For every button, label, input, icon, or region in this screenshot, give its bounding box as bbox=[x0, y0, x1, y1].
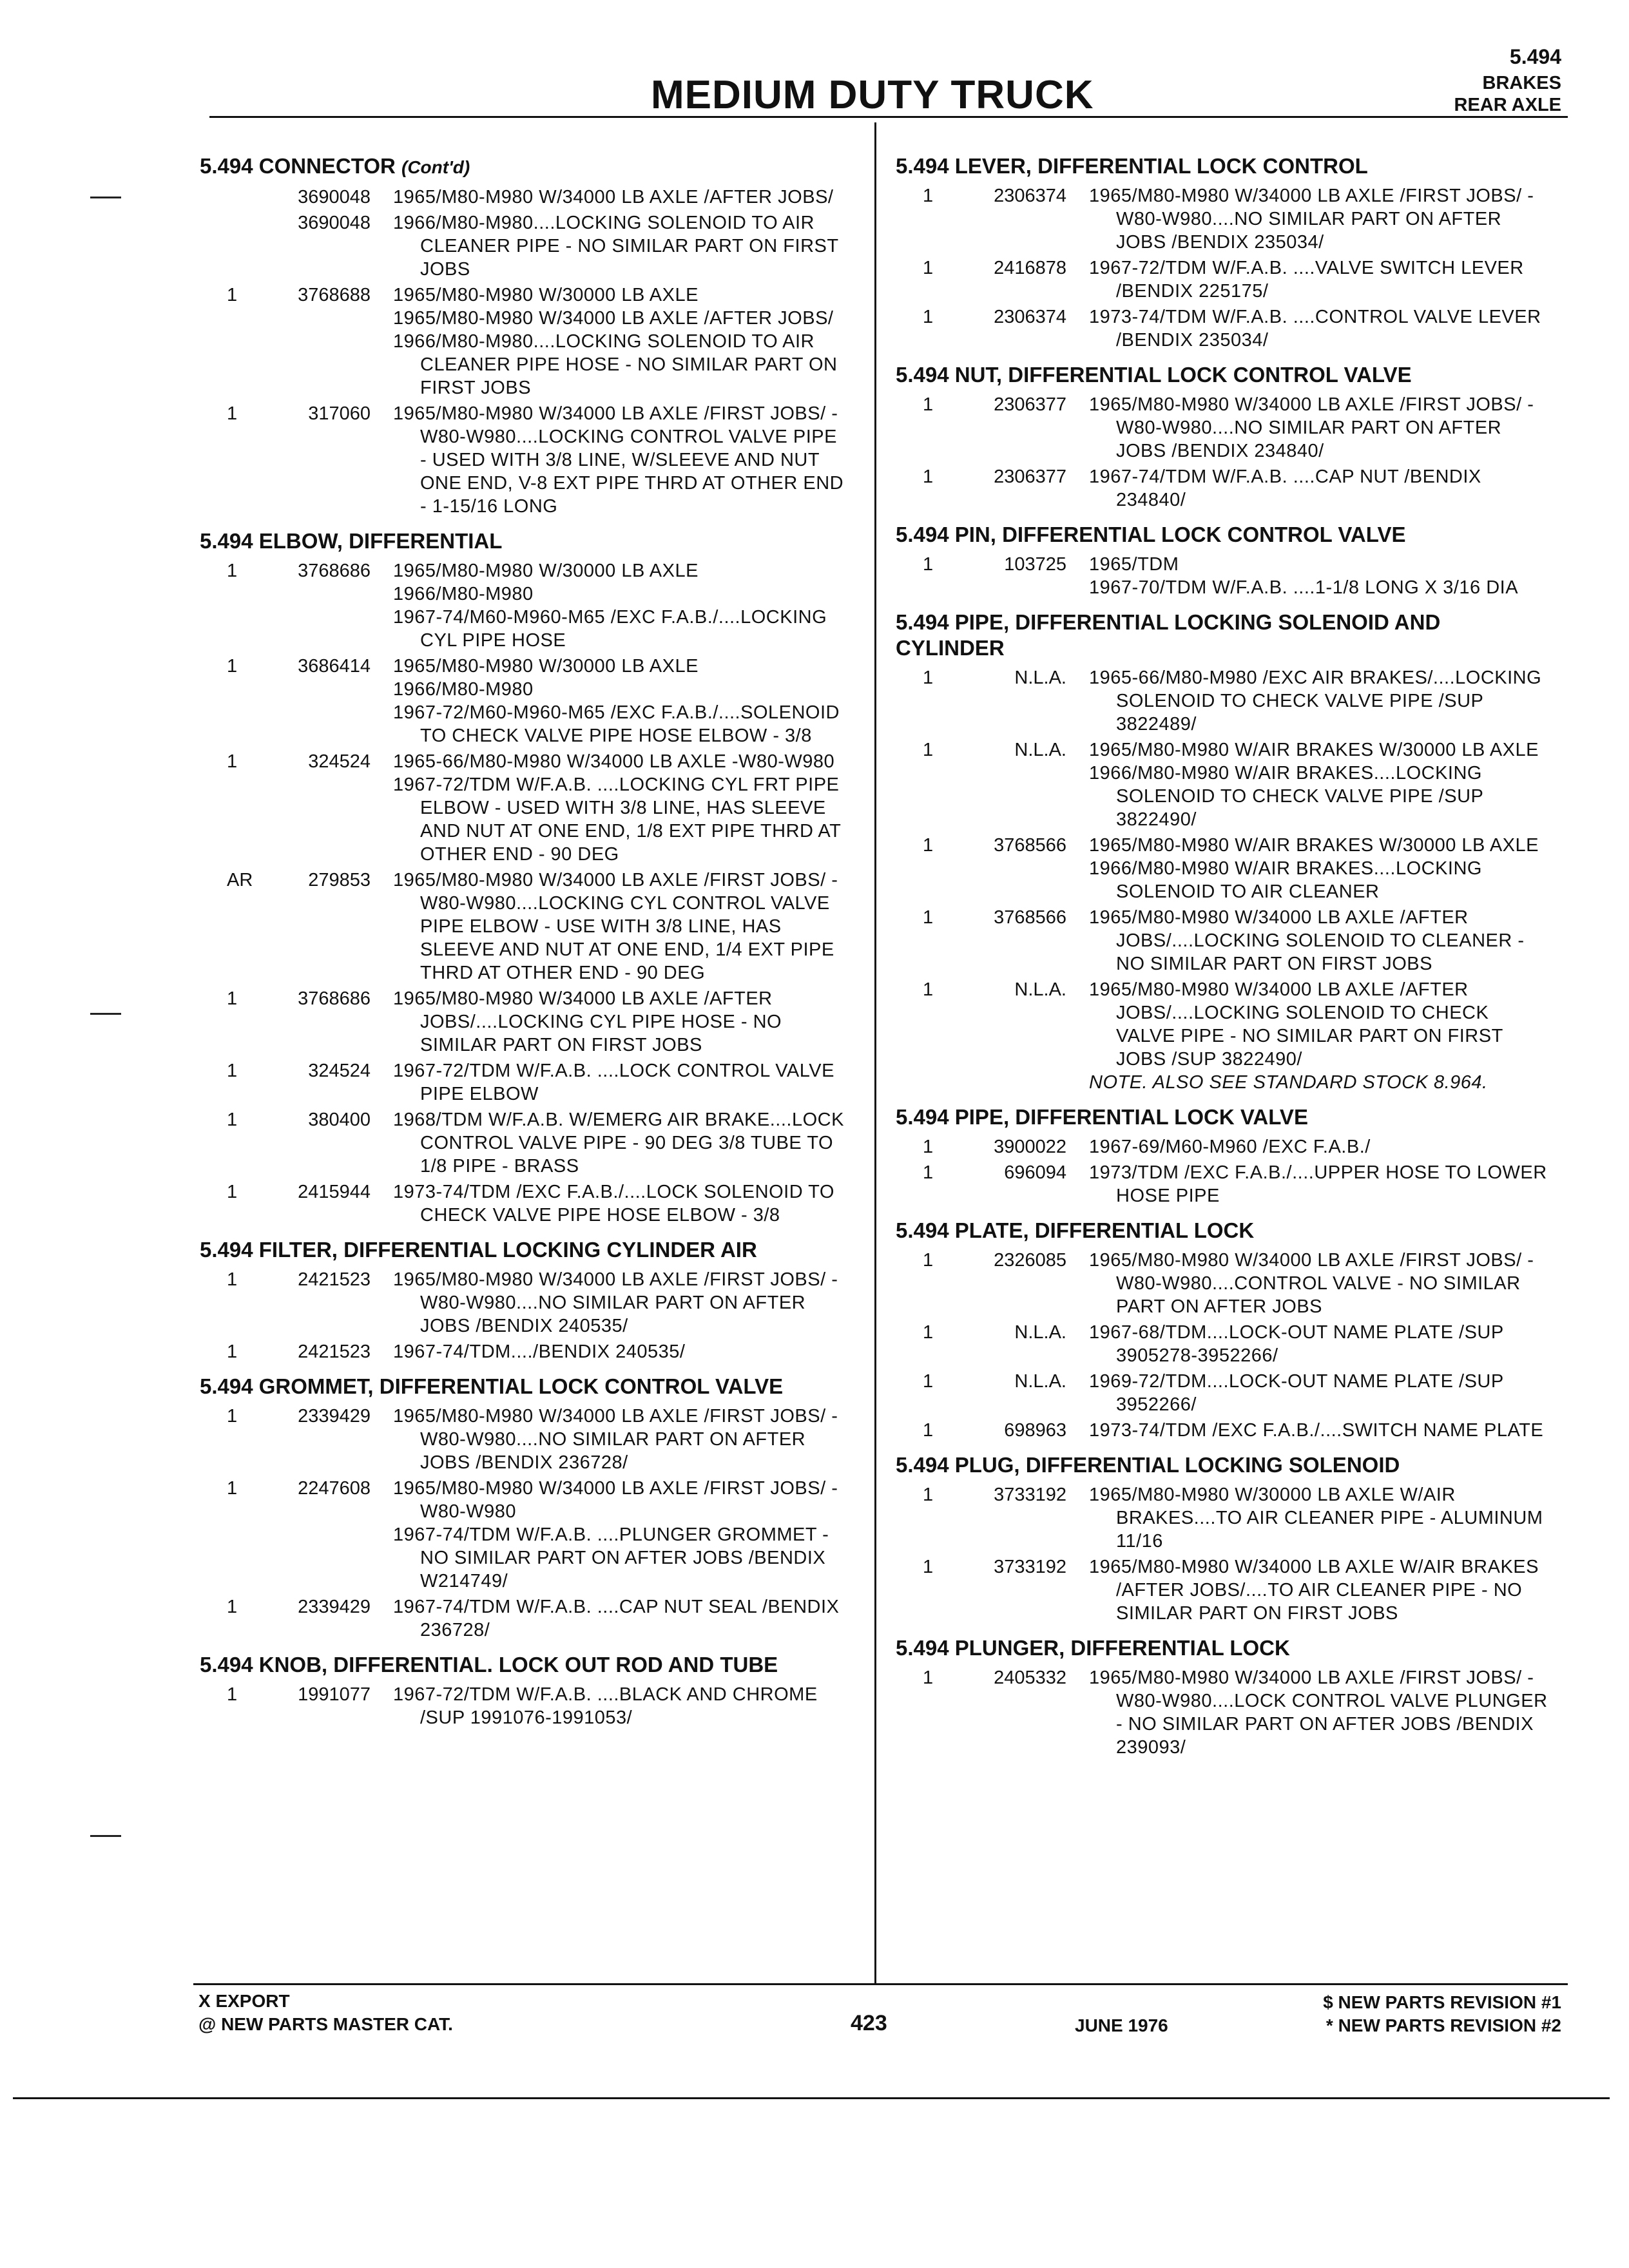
part-entry bbox=[200, 655, 844, 747]
application-text: 1965/M80-M980 W/AIR BRAKES W/30000 LB AXLE bbox=[1089, 835, 1539, 856]
quantity: 1 bbox=[923, 1137, 934, 1157]
part-number: 2421523 bbox=[298, 1341, 371, 1362]
page-number: 423 bbox=[851, 2011, 887, 2035]
quantity: 1 bbox=[923, 668, 934, 688]
part-entry bbox=[200, 186, 844, 209]
part-number: 3690048 bbox=[298, 187, 371, 207]
group-heading bbox=[896, 1218, 1553, 1244]
quantity: 1 bbox=[923, 466, 934, 487]
quantity: 1 bbox=[227, 1110, 238, 1130]
quantity: 1 bbox=[227, 988, 238, 1009]
part-entry bbox=[200, 1180, 844, 1227]
quantity: 1 bbox=[923, 1667, 934, 1688]
application-text: 1965/M80-M980 W/30000 LB AXLE W/AIR BRAKES....TO AIR CLEANER PIPE - ALUMINUM 11/16 bbox=[1089, 1485, 1543, 1552]
application-text: 1967-74/TDM W/F.A.B. ....CAP NUT SEAL /BENDIX 236728/ bbox=[393, 1597, 840, 1640]
quantity: 1 bbox=[923, 1420, 934, 1441]
part-number: 380400 bbox=[308, 1110, 371, 1130]
part-entry bbox=[200, 1340, 844, 1363]
part-number: N.L.A. bbox=[1014, 668, 1066, 688]
application-text: 1965/M80-M980 W/34000 LB AXLE /FIRST JOBS/ -W80-W980....NO SIMILAR PART ON AFTER JOBS /BENDIX 236728/ bbox=[393, 1406, 838, 1473]
part-number: 317060 bbox=[308, 403, 371, 424]
group-heading bbox=[200, 153, 844, 180]
part-number: 2415944 bbox=[298, 1182, 371, 1202]
section-number: 5.494 bbox=[1509, 45, 1561, 68]
part-entry bbox=[896, 834, 1553, 903]
group-heading bbox=[896, 610, 1553, 661]
group-title: 5.494 LEVER, DIFFERENTIAL LOCK CONTROL bbox=[896, 154, 1368, 178]
application-text: 1966/M80-M980....LOCKING SOLENOID TO AIR CLEANER PIPE - NO SIMILAR PART ON FIRST JOBS bbox=[393, 213, 839, 280]
part-entry bbox=[200, 1405, 844, 1474]
part-number: 3768566 bbox=[994, 907, 1066, 928]
application-text: 1965/M80-M980 W/34000 LB AXLE /AFTER JOBS/ bbox=[393, 308, 834, 329]
quantity: 1 bbox=[923, 1557, 934, 1577]
quantity: 1 bbox=[923, 740, 934, 760]
part-entry bbox=[200, 559, 844, 652]
application-text: 1969-72/TDM....LOCK-OUT NAME PLATE /SUP 3952266/ bbox=[1089, 1371, 1504, 1415]
part-entry bbox=[896, 1161, 1553, 1207]
group-title: 5.494 PLUNGER, DIFFERENTIAL LOCK bbox=[896, 1636, 1290, 1660]
application-text: 1965/M80-M980 W/30000 LB AXLE bbox=[393, 656, 699, 677]
quantity: 1 bbox=[227, 561, 238, 581]
footer-legend bbox=[198, 1990, 453, 2036]
application-text: 1966/M80-M980 bbox=[393, 584, 534, 604]
part-entry bbox=[200, 750, 844, 866]
application-text: 1965/M80-M980 W/34000 LB AXLE /FIRST JOBS/ -W80-W980....LOCKING CONTROL VALVE PIPE - USED WITH 3/8 LINE, W/SLEEVE AND NUT ONE END, V-8 EXT PIPE THRD AT OTHER END - 1-15/16 LONG bbox=[393, 403, 844, 517]
quantity: 1 bbox=[227, 656, 238, 677]
part-number: 2306377 bbox=[994, 394, 1066, 415]
application-text: 1967-72/TDM W/F.A.B. ....VALVE SWITCH LEVER /BENDIX 225175/ bbox=[1089, 258, 1524, 302]
part-number: 3768566 bbox=[994, 835, 1066, 856]
footer-revisions bbox=[1323, 1991, 1561, 2037]
part-entry bbox=[896, 1483, 1553, 1553]
quantity: 1 bbox=[923, 1371, 934, 1392]
part-entry bbox=[200, 1477, 844, 1593]
left-column bbox=[200, 153, 844, 1732]
part-number: 3733192 bbox=[994, 1557, 1066, 1577]
group-heading bbox=[896, 1452, 1553, 1478]
part-number: 324524 bbox=[308, 1061, 371, 1081]
part-number: 698963 bbox=[1004, 1420, 1066, 1441]
group-title: 5.494 CONNECTOR bbox=[200, 154, 396, 178]
quantity: 1 bbox=[923, 835, 934, 856]
application-text: 1966/M80-M980....LOCKING SOLENOID TO AIR CLEANER PIPE HOSE - NO SIMILAR PART ON FIRST JOBS bbox=[393, 331, 838, 398]
application-text: 1965/M80-M980 W/34000 LB AXLE /AFTER JOBS/....LOCKING CYL PIPE HOSE - NO SIMILAR PART ON FIRST JOBS bbox=[393, 988, 782, 1055]
application-text: 1967-74/TDM W/F.A.B. ....CAP NUT /BENDIX 234840/ bbox=[1089, 466, 1481, 510]
publication-date: JUNE 1976 bbox=[1075, 2015, 1168, 2035]
quantity: 1 bbox=[227, 1406, 238, 1427]
group-title: 5.494 PIPE, DIFFERENTIAL LOCK VALVE bbox=[896, 1105, 1308, 1129]
application-text: 1967-74/TDM W/F.A.B. ....PLUNGER GROMMET - NO SIMILAR PART ON AFTER JOBS /BENDIX W214749/ bbox=[393, 1524, 829, 1591]
part-entry bbox=[896, 1419, 1553, 1442]
quantity: 1 bbox=[227, 1341, 238, 1362]
application-text: 1965/M80-M980 W/34000 LB AXLE /FIRST JOBS/ -W80-W980....NO SIMILAR PART ON AFTER JOBS /BENDIX 235034/ bbox=[1089, 186, 1534, 253]
quantity: 1 bbox=[227, 285, 238, 305]
part-number: 2326085 bbox=[994, 1250, 1066, 1271]
bottom-rule bbox=[13, 2097, 1610, 2099]
application-text: 1965/M80-M980 W/34000 LB AXLE W/AIR BRAKES /AFTER JOBS/....TO AIR CLEANER PIPE - NO SIMILAR PART ON FIRST JOBS bbox=[1089, 1557, 1539, 1624]
application-text: 1965/M80-M980 W/34000 LB AXLE /AFTER JOBS/....LOCKING SOLENOID TO CLEANER - NO SIMILAR PART ON FIRST JOBS bbox=[1089, 907, 1525, 974]
part-number: 324524 bbox=[308, 751, 371, 772]
group-title: 5.494 PIPE, DIFFERENTIAL LOCKING SOLENOID AND CYLINDER bbox=[896, 610, 1441, 660]
part-number: N.L.A. bbox=[1014, 979, 1066, 1000]
quantity: 1 bbox=[923, 1485, 934, 1505]
part-entry bbox=[896, 184, 1553, 254]
part-entry bbox=[200, 1683, 844, 1729]
part-entry bbox=[896, 553, 1553, 599]
quantity: 1 bbox=[227, 1061, 238, 1081]
margin-tick bbox=[90, 1835, 121, 1837]
quantity: 1 bbox=[227, 1182, 238, 1202]
part-number: 2405332 bbox=[994, 1667, 1066, 1688]
group-title: 5.494 KNOB, DIFFERENTIAL. LOCK OUT ROD AND TUBE bbox=[200, 1653, 778, 1677]
part-entry bbox=[896, 906, 1553, 975]
part-number: 3768686 bbox=[298, 988, 371, 1009]
group-title: 5.494 ELBOW, DIFFERENTIAL bbox=[200, 529, 503, 553]
part-number: N.L.A. bbox=[1014, 1322, 1066, 1343]
application-text: 1968/TDM W/F.A.B. W/EMERG AIR BRAKE....LOCK CONTROL VALVE PIPE - 90 DEG 3/8 TUBE TO 1/8 PIPE - BRASS bbox=[393, 1110, 844, 1177]
part-number: 103725 bbox=[1004, 554, 1066, 575]
part-entry bbox=[896, 1555, 1553, 1625]
group-heading bbox=[896, 153, 1553, 179]
application-text: 1973/TDM /EXC F.A.B./....UPPER HOSE TO LOWER HOSE PIPE bbox=[1089, 1162, 1547, 1206]
part-number: 2339429 bbox=[298, 1597, 371, 1617]
application-text: 1965/M80-M980 W/30000 LB AXLE bbox=[393, 285, 699, 305]
part-entry bbox=[200, 1059, 844, 1106]
application-text: 1967-72/TDM W/F.A.B. ....LOCK CONTROL VALVE PIPE ELBOW bbox=[393, 1061, 834, 1104]
application-text: 1973-74/TDM /EXC F.A.B./....SWITCH NAME PLATE bbox=[1089, 1420, 1544, 1441]
part-number: 3690048 bbox=[298, 213, 371, 233]
part-entry bbox=[896, 1370, 1553, 1416]
quantity: 1 bbox=[923, 554, 934, 575]
part-entry bbox=[200, 211, 844, 281]
part-entry bbox=[896, 738, 1553, 831]
application-text: 1965-66/M80-M980 W/34000 LB AXLE -W80-W980 bbox=[393, 751, 835, 772]
margin-tick bbox=[90, 197, 121, 198]
quantity: 1 bbox=[227, 1478, 238, 1499]
part-entry bbox=[896, 1249, 1553, 1318]
application-text: 1965/M80-M980 W/34000 LB AXLE /AFTER JOBS/....LOCKING SOLENOID TO CHECK VALVE PIPE - NO SIMILAR PART ON FIRST JOBS /SUP 3822490/ bbox=[1089, 979, 1503, 1070]
application-text: 1965/M80-M980 W/34000 LB AXLE /FIRST JOBS/ -W80-W980....NO SIMILAR PART ON AFTER JOBS /BENDIX 240535/ bbox=[393, 1269, 838, 1336]
application-text: 1965/M80-M980 W/34000 LB AXLE /FIRST JOBS/ -W80-W980....LOCKING CYL CONTROL VALVE PIPE ELBOW - USE WITH 3/8 LINE, HAS SLEEVE AND NUT AT ONE END, 1/4 EXT PIPE THRD AT OTHER END - 90 DEG bbox=[393, 870, 838, 983]
part-entry bbox=[200, 987, 844, 1057]
group-heading bbox=[200, 1374, 844, 1399]
part-number: 2306374 bbox=[994, 307, 1066, 327]
application-text: 1965/M80-M980 W/34000 LB AXLE /AFTER JOBS/ bbox=[393, 187, 834, 207]
part-entry bbox=[896, 978, 1553, 1094]
application-text: 1966/M80-M980 W/AIR BRAKES....LOCKING SOLENOID TO CHECK VALVE PIPE /SUP 3822490/ bbox=[1089, 763, 1483, 830]
part-number: 3686414 bbox=[298, 656, 371, 677]
part-number: 1991077 bbox=[298, 1684, 371, 1705]
application-text: 1965/M80-M980 W/30000 LB AXLE bbox=[393, 561, 699, 581]
part-entry bbox=[896, 666, 1553, 736]
quantity: 1 bbox=[923, 258, 934, 278]
group-heading bbox=[896, 1635, 1553, 1661]
application-text: 1965/M80-M980 W/34000 LB AXLE /FIRST JOBS/ -W80-W980....CONTROL VALVE - NO SIMILAR PART ON AFTER JOBS bbox=[1089, 1250, 1534, 1317]
group-heading bbox=[896, 362, 1553, 388]
part-number: 2306377 bbox=[994, 466, 1066, 487]
part-entry bbox=[896, 465, 1553, 512]
part-number: 3768686 bbox=[298, 561, 371, 581]
application-text: 1965/M80-M980 W/34000 LB AXLE /FIRST JOBS/ -W80-W980....NO SIMILAR PART ON AFTER JOBS /BENDIX 234840/ bbox=[1089, 394, 1534, 461]
part-number: 3900022 bbox=[994, 1137, 1066, 1157]
legend-export: X EXPORT bbox=[198, 1991, 290, 2011]
right-column bbox=[896, 153, 1553, 1762]
part-entry bbox=[896, 305, 1553, 352]
application-text: 1973-74/TDM /EXC F.A.B./....LOCK SOLENOID TO CHECK VALVE PIPE HOSE ELBOW - 3/8 bbox=[393, 1182, 834, 1225]
part-number: 2306374 bbox=[994, 186, 1066, 206]
quantity: 1 bbox=[923, 1162, 934, 1183]
column-divider bbox=[874, 122, 876, 1984]
quantity: 1 bbox=[923, 186, 934, 206]
part-number: 2247608 bbox=[298, 1478, 371, 1499]
revision-1: $ NEW PARTS REVISION #1 bbox=[1323, 1992, 1561, 2012]
part-entry bbox=[896, 393, 1553, 463]
group-title: 5.494 PLATE, DIFFERENTIAL LOCK bbox=[896, 1218, 1255, 1242]
continued-label: (Cont'd) bbox=[401, 157, 470, 177]
application-text: 1967-70/TDM W/F.A.B. ....1-1/8 LONG X 3/16 DIA bbox=[1089, 577, 1519, 598]
part-entry bbox=[200, 284, 844, 399]
quantity: 1 bbox=[227, 403, 238, 424]
group-heading bbox=[200, 528, 844, 554]
footer-rule bbox=[193, 1983, 1568, 1985]
application-text: 1967-74/TDM..../BENDIX 240535/ bbox=[393, 1341, 686, 1362]
part-entry bbox=[896, 1135, 1553, 1158]
legend-new-parts: @ NEW PARTS MASTER CAT. bbox=[198, 2014, 453, 2034]
application-text: 1965-66/M80-M980 /EXC AIR BRAKES/....LOCKING SOLENOID TO CHECK VALVE PIPE /SUP 3822489/ bbox=[1089, 668, 1542, 735]
part-entry bbox=[896, 256, 1553, 303]
header-subcategory: REAR AXLE bbox=[1454, 95, 1561, 115]
quantity: 1 bbox=[227, 1684, 238, 1705]
part-entry bbox=[200, 1108, 844, 1178]
part-number: 2416878 bbox=[994, 258, 1066, 278]
application-text: 1967-72/TDM W/F.A.B. ....BLACK AND CHROME /SUP 1991076-1991053/ bbox=[393, 1684, 818, 1728]
part-number: 279853 bbox=[308, 870, 371, 890]
application-text: 1966/M80-M980 bbox=[393, 679, 534, 700]
header-category: BRAKES bbox=[1482, 73, 1561, 93]
part-number: 2421523 bbox=[298, 1269, 371, 1290]
part-number: N.L.A. bbox=[1014, 740, 1066, 760]
application-text: 1967-72/M60-M960-M65 /EXC F.A.B./....SOLENOID TO CHECK VALVE PIPE HOSE ELBOW - 3/8 bbox=[393, 702, 840, 746]
group-heading bbox=[200, 1652, 844, 1678]
part-number: 696094 bbox=[1004, 1162, 1066, 1183]
application-text: 1967-68/TDM....LOCK-OUT NAME PLATE /SUP 3905278-3952266/ bbox=[1089, 1322, 1504, 1366]
application-text: 1965/M80-M980 W/34000 LB AXLE /FIRST JOBS/ -W80-W980 bbox=[393, 1478, 838, 1522]
application-text: 1973-74/TDM W/F.A.B. ....CONTROL VALVE LEVER /BENDIX 235034/ bbox=[1089, 307, 1541, 351]
application-text: 1965/M80-M980 W/34000 LB AXLE /FIRST JOBS/ -W80-W980....LOCK CONTROL VALVE PLUNGER - NO SIMILAR PART ON AFTER JOBS /BENDIX 239093/ bbox=[1089, 1667, 1548, 1758]
quantity: 1 bbox=[923, 394, 934, 415]
application-text: 1967-69/M60-M960 /EXC F.A.B./ bbox=[1089, 1137, 1371, 1157]
part-entry bbox=[200, 1268, 844, 1338]
group-title: 5.494 NUT, DIFFERENTIAL LOCK CONTROL VALVE bbox=[896, 363, 1412, 387]
quantity: AR bbox=[227, 870, 253, 890]
note-text: NOTE. ALSO SEE STANDARD STOCK 8.964. bbox=[1089, 1072, 1488, 1093]
part-entry bbox=[896, 1666, 1553, 1759]
group-title: 5.494 GROMMET, DIFFERENTIAL LOCK CONTROL VALVE bbox=[200, 1374, 784, 1398]
part-number: 2339429 bbox=[298, 1406, 371, 1427]
application-text: 1965/TDM bbox=[1089, 554, 1179, 575]
quantity: 1 bbox=[227, 1597, 238, 1617]
group-heading bbox=[200, 1237, 844, 1263]
part-entry bbox=[896, 1321, 1553, 1367]
part-number: N.L.A. bbox=[1014, 1371, 1066, 1392]
part-entry bbox=[200, 402, 844, 518]
group-heading bbox=[896, 1104, 1553, 1130]
group-title: 5.494 FILTER, DIFFERENTIAL LOCKING CYLINDER AIR bbox=[200, 1238, 757, 1262]
application-text: 1967-72/TDM W/F.A.B. ....LOCKING CYL FRT PIPE ELBOW - USED WITH 3/8 LINE, HAS SLEEVE AND NUT AT ONE END, 1/8 EXT PIPE THRD AT OTHER END - 90 DEG bbox=[393, 774, 841, 865]
quantity: 1 bbox=[923, 1322, 934, 1343]
part-number: 3733192 bbox=[994, 1485, 1066, 1505]
quantity: 1 bbox=[923, 1250, 934, 1271]
header-category-block bbox=[1454, 72, 1562, 116]
application-text: 1965/M80-M980 W/AIR BRAKES W/30000 LB AXLE bbox=[1089, 740, 1539, 760]
quantity: 1 bbox=[227, 1269, 238, 1290]
page-title: MEDIUM DUTY TRUCK bbox=[651, 73, 1094, 117]
quantity: 1 bbox=[923, 307, 934, 327]
quantity: 1 bbox=[227, 751, 238, 772]
group-heading bbox=[896, 522, 1553, 548]
quantity: 1 bbox=[923, 907, 934, 928]
header-rule bbox=[209, 116, 1568, 118]
application-text: 1966/M80-M980 W/AIR BRAKES....LOCKING SOLENOID TO AIR CLEANER bbox=[1089, 858, 1482, 902]
revision-2: * NEW PARTS REVISION #2 bbox=[1325, 2015, 1561, 2035]
part-number: 3768688 bbox=[298, 285, 371, 305]
margin-tick bbox=[90, 1013, 121, 1015]
quantity: 1 bbox=[923, 979, 934, 1000]
group-title: 5.494 PIN, DIFFERENTIAL LOCK CONTROL VALVE bbox=[896, 523, 1406, 546]
application-text: 1967-74/M60-M960-M65 /EXC F.A.B./....LOCKING CYL PIPE HOSE bbox=[393, 607, 827, 651]
part-entry bbox=[200, 1595, 844, 1642]
group-title: 5.494 PLUG, DIFFERENTIAL LOCKING SOLENOID bbox=[896, 1453, 1400, 1477]
part-entry bbox=[200, 869, 844, 985]
